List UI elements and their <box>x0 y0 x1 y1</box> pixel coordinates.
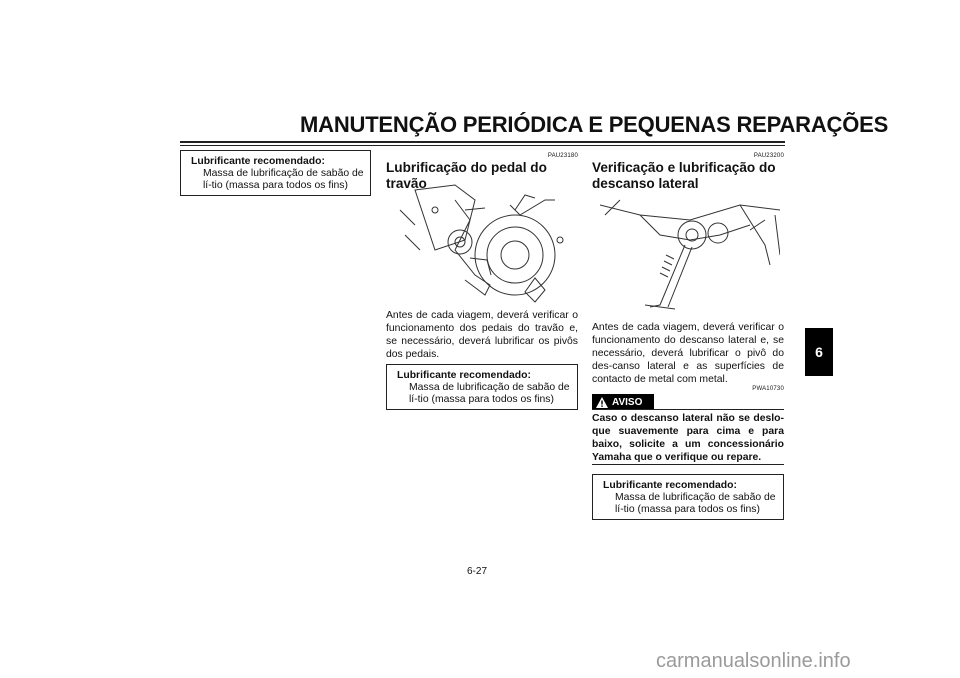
lubricant-value: Massa de lubrificação de sabão de lí-tio (massa para todos os fins) <box>409 382 570 405</box>
lubricant-box-left <box>180 150 371 196</box>
section-heading: Lubrificação do pedal do travão <box>386 160 547 191</box>
lubricant-label: Lubrificante recomendado: <box>397 370 531 381</box>
warning-badge <box>592 394 654 410</box>
warning-rule <box>592 409 784 410</box>
side-stand-illustration <box>600 195 780 315</box>
section-text: Antes de cada viagem, deverá verificar o funcionamento dos pedais do travão e, se necessário, deverá lubrificar os pivôs dos pedais. <box>386 310 578 360</box>
header-rule <box>180 141 785 143</box>
section-text: Antes de cada viagem, deverá verificar o funcionamento do descanso lateral e, se necessário, deverá lubrificar o pivô do des-canso lateral e as superfícies de contacto de metal com metal. <box>592 322 784 385</box>
section-code: PAU23200 <box>753 153 784 159</box>
warning-triangle-icon <box>596 397 608 408</box>
page-title: MANUTENÇÃO PERIÓDICA E PEQUENAS REPARAÇÕES <box>300 112 889 137</box>
header-rule-thin <box>180 145 785 146</box>
page-number: 6-27 <box>467 566 488 577</box>
chapter-tab: 6 <box>805 328 833 376</box>
lubricant-value: Massa de lubrificação de sabão de lí-tio (massa para todos os fins) <box>203 168 364 191</box>
warning-code: PWA10730 <box>752 386 784 392</box>
watermark: carmanualsonline.info <box>656 650 851 672</box>
lubricant-label: Lubrificante recomendado: <box>191 156 325 167</box>
section-heading: Verificação e lubrificação do descanso lateral <box>592 160 776 191</box>
warning-text: Caso o descanso lateral não se deslo-que suavemente para cima e para baixo, solicite a um concessionário Yamaha que o verifique ou repare. <box>592 413 784 463</box>
warning-label: AVISO <box>612 396 643 408</box>
brake-pedal-illustration <box>395 180 575 305</box>
section-code: PAU23180 <box>547 153 578 159</box>
warning-rule-bottom <box>592 464 784 465</box>
lubricant-label: Lubrificante recomendado: <box>603 480 737 491</box>
lubricant-box-middle <box>386 364 578 410</box>
lubricant-value: Massa de lubrificação de sabão de lí-tio (massa para todos os fins) <box>615 492 776 515</box>
lubricant-box-right <box>592 474 784 520</box>
